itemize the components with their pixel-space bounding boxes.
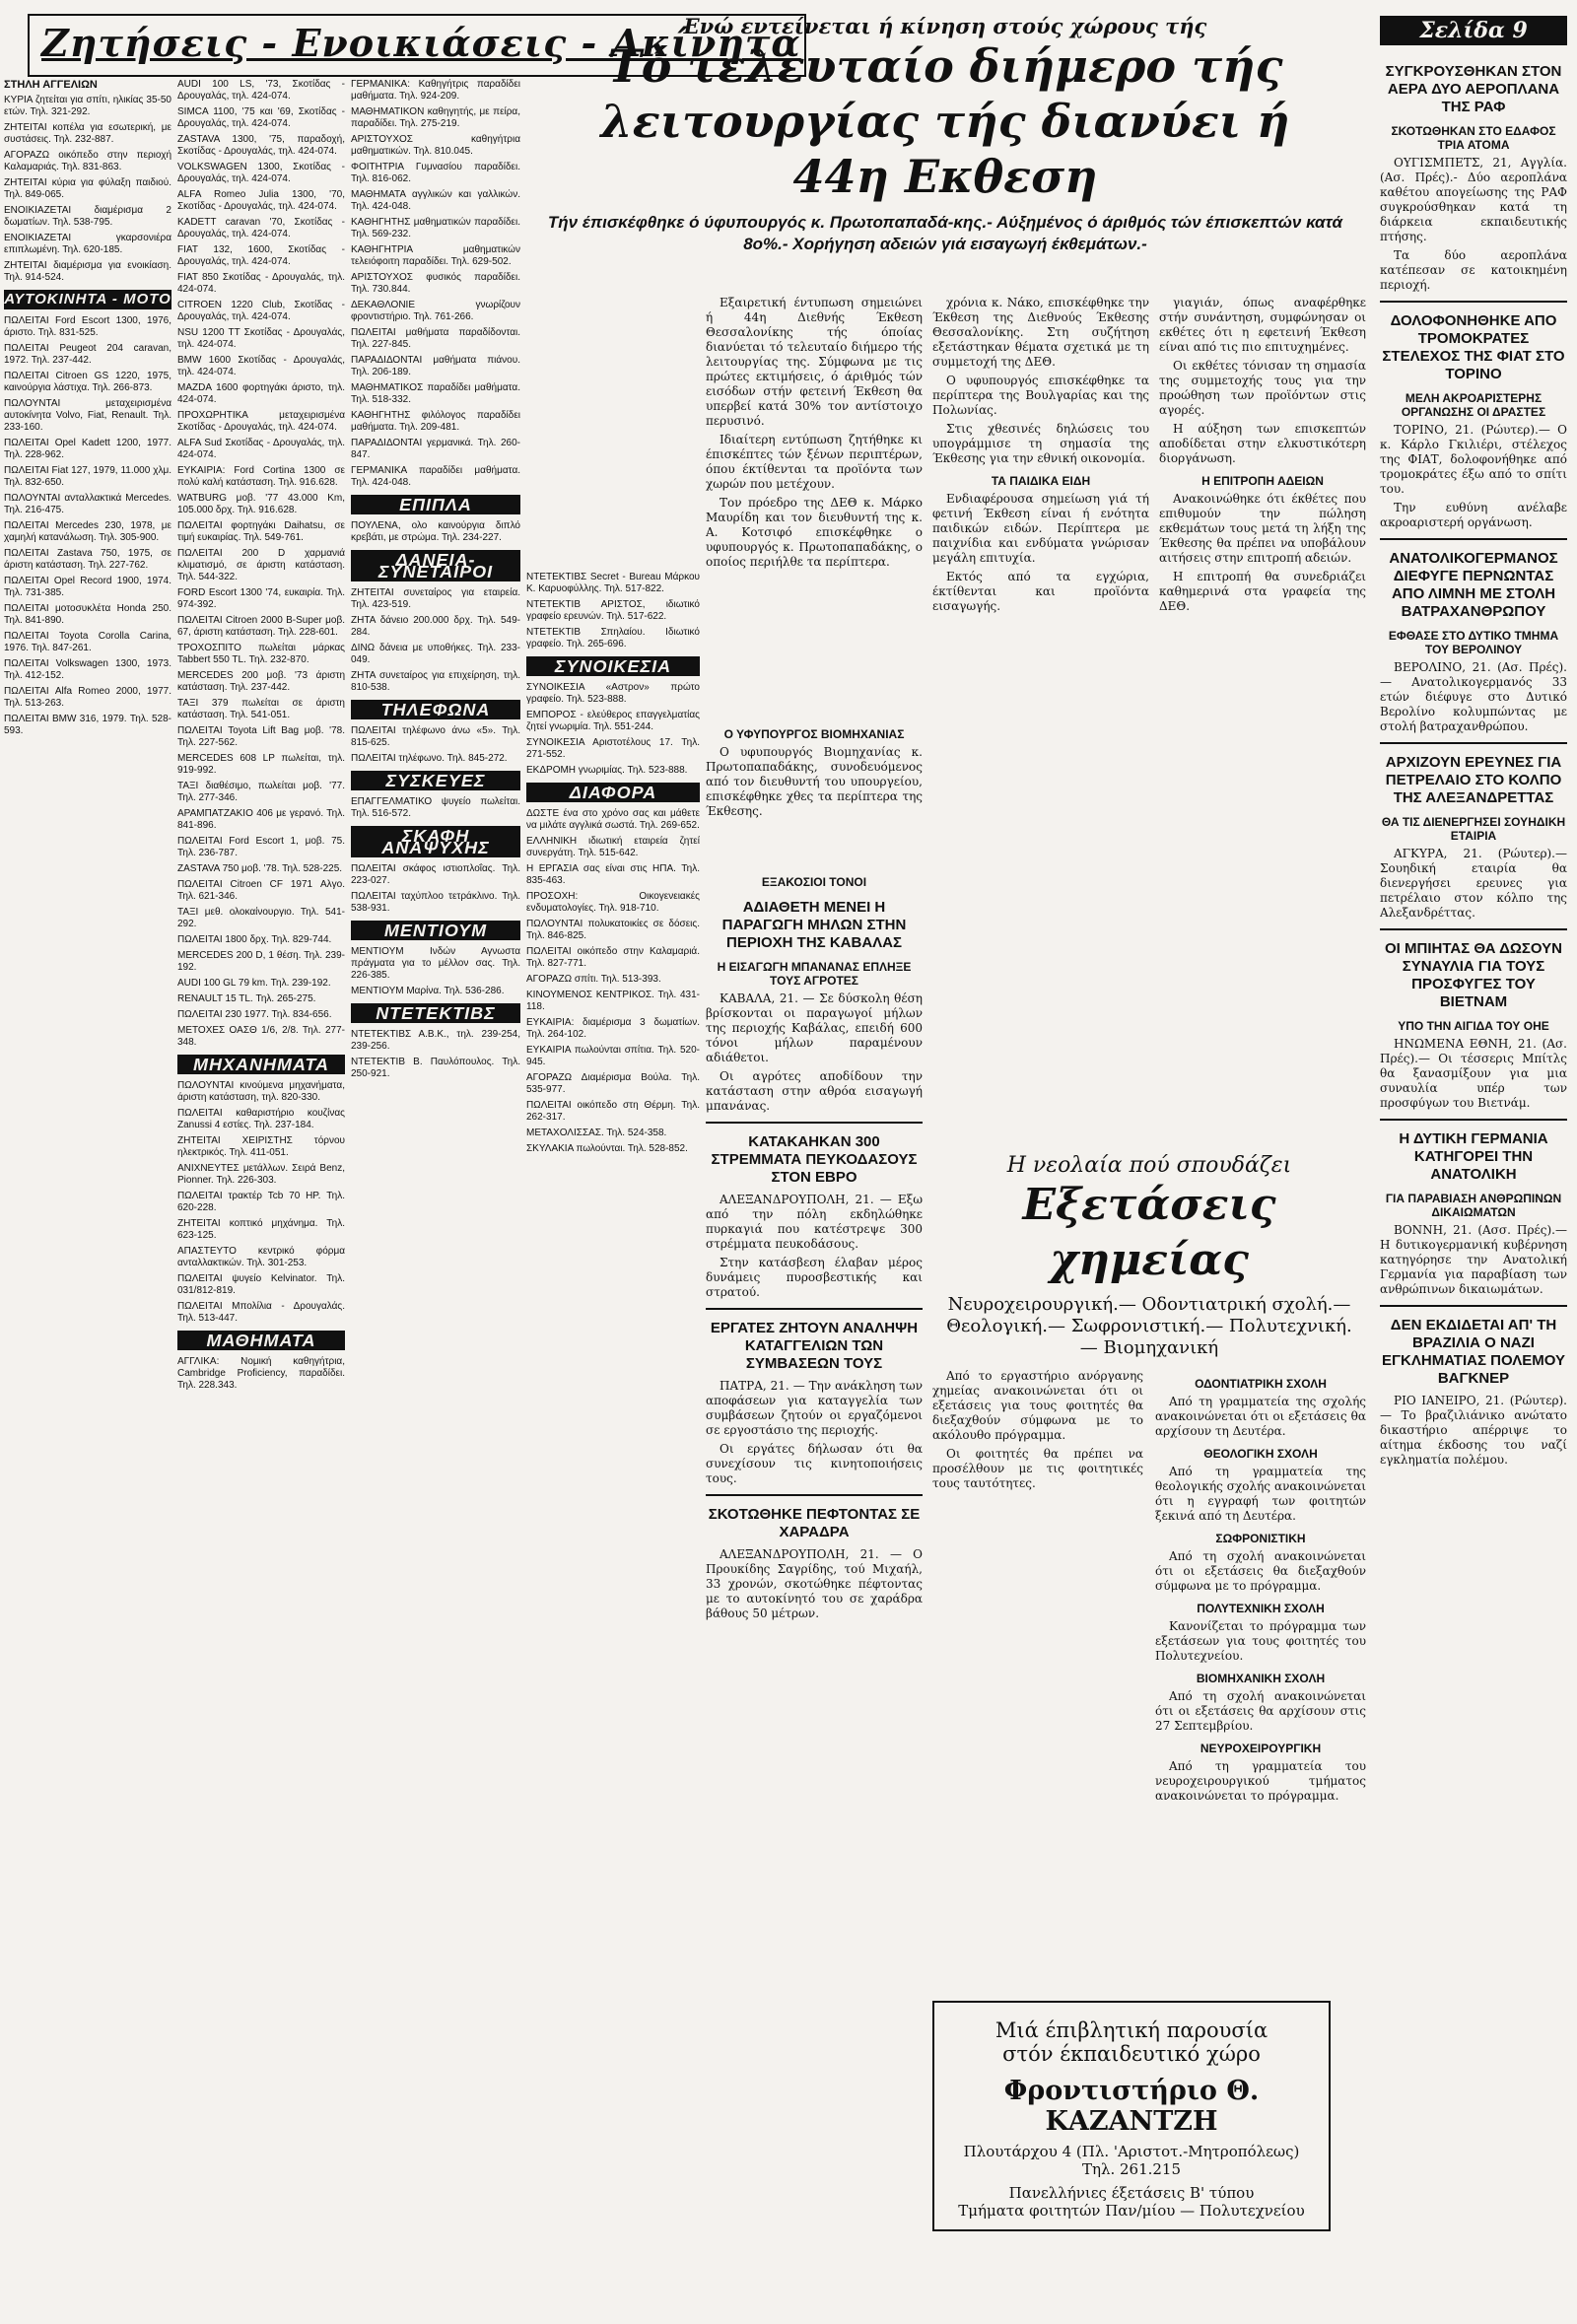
classified-ad: ΠΩΛΕΙΤΑΙ μαθήματα παραδίδονται. Τηλ. 227-845.: [351, 327, 520, 350]
classified-ad: ΠΩΛΕΙΤΑΙ Mercedes 230, 1978, με χαμηλή κατανάλωση. Τηλ. 305-900.: [4, 520, 171, 543]
ad-address: Πλουτάρχου 4 (Πλ. 'Αριστοτ.-Μητροπόλεως): [963, 2143, 1300, 2160]
pelicans-headline: ΚΑΤΑΚΑΗΚΑΝ 300 ΣΤΡΕΜΜΑΤΑ ΠΕΥΚΟΔΑΣΟΥΣ ΣΤΟΝ ΕΒΡΟ: [711, 1133, 918, 1186]
classified-ad: ALFA Sud Σκοτίδας - Δρουγαλάς, τηλ. 424-074.: [177, 438, 345, 460]
classified-ad: ΠΩΛΕΙΤΑΙ Citroen GS 1220, 1975, καινούργια λάστιχα. Τηλ. 266-873.: [4, 371, 171, 393]
classified-ad: ΠΩΛΕΙΤΑΙ ταχύπλοο τετράκλινο. Τηλ. 538-931.: [351, 891, 520, 914]
news-column: [706, 867, 923, 2316]
classified-ad: ΤΑΞΙ μεθ. ολοκαίνουργιο. Τηλ. 541-292.: [177, 907, 345, 929]
classified-ad: ΖΗΤΕΙΤΑΙ διαμέρισμα για ενοικίαση. Τηλ. 914-524.: [4, 260, 171, 283]
article-paragraph: Από τη γραμματεία της σχολής ανακοινώνεται ότι οι εξετάσεις θα αρχίσουν τη Δευτέρα.: [1155, 1395, 1366, 1438]
classified-ad: ΠΑΡΑΔΙΔΟΝΤΑΙ γερμανικά. Τηλ. 260-847.: [351, 438, 520, 460]
article-paragraph: ΑΛΕΞΑΝΔΡΟΥΠΟΛΗ, 21. — Εξω από την πόλη εκδηλώθηκε πυρκαγιά που κατέστρεψε 300 στρέμματα πευκοδάσους.: [706, 1193, 923, 1251]
classified-ad: ΠΩΛΕΙΤΑΙ Toyota Lift Bag μοβ. '78. Τηλ. 227-562.: [177, 725, 345, 748]
exams-headline: Εξετάσεις χημείας: [1022, 1180, 1276, 1285]
article-paragraph: Ανακοινώθηκε ότι έκθέτες που επιθυμούν την πώληση εκθεμάτων τους μετά τη λήξη της Έκθεσης θα πρέπει να υποβάλουν αιτήσεις στην επιτροπή αδειών.: [1159, 492, 1366, 565]
classified-ad: ΠΩΛΕΙΤΑΙ Opel Kadett 1200, 1977. Τηλ. 228-962.: [4, 438, 171, 460]
wagner-headline: ΔΕΝ ΕΚΔΙΔΕΤΑΙ ΑΠ' ΤΗ ΒΡΑΖΙΛΙΑ Ο ΝΑΖΙ ΕΓΚΛΗΜΑΤΙΑΣ ΠΟΛΕΜΟΥ ΒΑΓΚΝΕΡ: [1382, 1317, 1565, 1387]
ad-phone: Τηλ. 261.215: [1081, 2160, 1182, 2178]
classified-ad: ΑΓΟΡΑΖΩ οικόπεδο στην περιοχή Καλαμαριάς. Τηλ. 831-863.: [4, 150, 171, 172]
classified-ad: ΖΗΤΑ δάνειο 200.000 δρχ. Τηλ. 549-284.: [351, 615, 520, 638]
classified-ad: ΠΩΛΕΙΤΑΙ 200 D χαρμανιά κλιματισμό, σε άριστη κατάσταση. Τηλ. 544-322.: [177, 548, 345, 582]
classified-ad: ΤΡΟΧΟΣΠΙΤΟ πωλείται μάρκας Tabbert 550 TL. Τηλ. 232-870.: [177, 643, 345, 665]
vietnam-sub: ΥΠΟ ΤΗΝ ΑΙΓΙΔΑ ΤΟΥ ΟΗΕ: [1398, 1019, 1549, 1033]
classified-ad: ΑΡΑΜΠΑΤΖΑΚΙΟ 406 με γερανό. Τηλ. 841-896.: [177, 808, 345, 831]
section-header: ΜΗΧΑΝΗΜΑΤΑ: [177, 1055, 345, 1074]
classified-ad: ΠΩΛΕΙΤΑΙ Alfa Romeo 2000, 1977. Τηλ. 513-263.: [4, 686, 171, 709]
article-paragraph: Οι αγρότες αποδίδουν την κατάσταση στην αθρόα εισαγωγή μπανάνας.: [706, 1069, 923, 1113]
classified-ad: ΚΙΝΟΥΜΕΝΟΣ ΚΕΝΤΡΙΚΟΣ. Τηλ. 431-118.: [526, 990, 700, 1012]
oil-headline: ΑΡΧΙΖΟΥΝ ΕΡΕΥΝΕΣ ΓΙΑ ΠΕΤΡΕΛΑΙΟ ΣΤΟ ΚΟΛΠΟ ΤΗΣ ΑΛΕΞΑΝΔΡΕΤΤΑΣ: [1385, 754, 1562, 806]
classified-ad: ΦΟΙΤΗΤΡΙΑ Γυμνασίου παραδίδει. Τηλ. 816-062.: [351, 162, 520, 184]
classified-ad: FIAT 850 Σκοτίδας - Δρουγαλάς, τηλ. 424-074.: [177, 272, 345, 295]
main-kicker: Ενώ εντείνεται ή κίνηση στούς χώρους τής: [683, 14, 1207, 38]
classified-ad: NSU 1200 TT Σκοτίδας - Δρουγαλάς, τηλ. 424-074.: [177, 327, 345, 350]
classified-ad: ΖΗΤΕΙΤΑΙ συνεταίρος για εταιρεία. Τηλ. 423-519.: [351, 587, 520, 610]
classified-ad: ΔΙΝΩ δάνεια με υποθήκες. Τηλ. 233-049.: [351, 643, 520, 665]
classified-ad: ANIXNEYTEΣ μετάλλων. Σειρά Benz, Pionner. Τηλ. 226-303.: [177, 1163, 345, 1186]
autos-header: ΑΥΤΟΚΙΝΗΤΑ - ΜΟΤΟ: [4, 291, 171, 308]
exam-section-title: ΟΔΟΝΤΙΑΤΡΙΚΗ ΣΧΟΛΗ: [1195, 1377, 1327, 1391]
ad-line4: Τμήματα φοιτητών Παν/μίου — Πολυτεχνείου: [958, 2202, 1305, 2220]
sub-minister: Ο ΥΦΥΠΟΥΡΓΟΣ ΒΙΟΜΗΧΑΝΙΑΣ: [723, 727, 905, 741]
article-paragraph: ΟΥΓΙΣΜΠΕΤΣ, 21, Αγγλία. (Ασ. Πρές).- Δύο αεροπλάνα καθέτου απογείωσης της ΡΑΦ συγκρούσθηκαν κατά τη διάρκεια εκπαιδευτικής πτήσης.: [1380, 156, 1567, 243]
main-article-header: [526, 8, 1364, 294]
classified-ad: ΠΩΛΕΙΤΑΙ τηλέφωνο. Τηλ. 845-272.: [351, 753, 508, 764]
exam-section-title: ΘΕΟΛΟΓΙΚΗ ΣΧΟΛΗ: [1203, 1447, 1318, 1461]
classified-ad: ΠΩΛΕΙΤΑΙ Citroen 2000 B-Super μοβ. 67, άριστη κατάσταση. Τηλ. 228-601.: [177, 615, 345, 638]
ad-line2: στόν έκπαιδευτικό χώρο: [1002, 2042, 1261, 2066]
classified-ad: ALFA Romeo Julia 1300, '70, Σκοτίδας - Δρουγαλάς, τηλ. 424-074.: [177, 189, 345, 212]
classified-ad: ΝΤΕΤΕΚΤΙΒΣ Secret - Bureau Μάρκου Κ. Καρυοφύλλης. Τηλ. 517-822.: [526, 572, 700, 594]
classified-ad: ΕΜΠΟΡΟΣ - ελεύθερος επαγγελματίας ζητεί γνωριμία. Τηλ. 551-244.: [526, 710, 700, 732]
classified-ad: MERCEDES 608 LP πωλείται, τηλ. 919-992.: [177, 753, 345, 776]
ddr-sub: ΕΦΘΑΣΕ ΣΤΟ ΔΥΤΙΚΟ ΤΜΗΜΑ ΤΟΥ ΒΕΡΟΛΙΝΟΥ: [1388, 629, 1559, 656]
classified-column-4: [526, 572, 700, 2316]
classified-ad: ΣΥΝΟΙΚΕΣΙΑ Αριστοτέλους 17. Τηλ. 271-552.: [526, 737, 700, 760]
classified-ad: ΖΗΤΑ συνεταίρος για επιχείρηση, τηλ. 810-538.: [351, 670, 520, 693]
vietnam-headline: ΟΙ ΜΠΙΗΤΑΣ ΘΑ ΔΩΣΟΥΝ ΣΥΝΑΥΛΙΑ ΓΙΑ ΤΟΥΣ ΠΡΟΣΦΥΓΕΣ ΤΟΥ ΒΙΕΤΝΑΜ: [1385, 940, 1562, 1010]
classified-ad: CITROEN 1220 Club, Σκοτίδας - Δρουγαλάς, τηλ. 424-074.: [177, 300, 345, 322]
tobacco-headline: ΑΔΙΑΘΕΤΗ ΜΕΝΕΙ Η ΠΑΡΑΓΩΓΗ ΜΗΛΩΝ ΣΤΗΝ ΠΕΡΙΟΧΗ ΤΗΣ ΚΑΒΑΛΑΣ: [721, 899, 907, 951]
classified-ad: ΔΩΣΤΕ ένα στο χρόνο σας και μάθετε να μιλάτε αγγλικά σωστά. Τηλ. 269-652.: [526, 808, 700, 831]
classified-ad: KADETT caravan '70, Σκοτίδας - Δρουγαλάς, τηλ. 424-074.: [177, 217, 345, 239]
classified-ad: ΠΩΛΕΙΤΑΙ μοτοσυκλέτα Honda 250. Τηλ. 841-890.: [4, 603, 171, 626]
classified-ad: ΑΓΟΡΑΖΩ σπίτι. Τηλ. 513-393.: [526, 974, 661, 985]
classified-ad: ΝΤΕΤΕΚΤΙΒ Σπηλαίου. Ιδιωτικό γραφείο. Τηλ. 265-696.: [526, 627, 700, 649]
section-header: ΔΙΑΦΟΡΑ: [526, 783, 700, 802]
classified-ad: ΖΗΤΕΙΤΑΙ κοπέλα για εσωτερική, με συστάσεις. Τηλ. 232-887.: [4, 122, 171, 145]
right-news-column: [1380, 53, 1567, 2316]
article-paragraph: ΠΑΤΡΑ, 21. — Την ανάκληση των αποφάσεων για καταγγελία των συμβάσεων ζητούν οι εργαζόμενοι σε εργοστάσιο της περιοχής.: [706, 1379, 923, 1437]
classified-ad: ΠΩΛΕΙΤΑΙ 230 1977. Τηλ. 834-656.: [177, 1009, 332, 1020]
classified-ad: RENAULT 15 TL. Τηλ. 265-275.: [177, 993, 316, 1004]
article-paragraph: ΤΟΡΙΝΟ, 21. (Ρώυτερ).— Ο κ. Κάρλο Γκιλιέρι, στέλεχος της ΦΙΑΤ, δολοφονήθηκε από τρομοκράτες έξω από το σπίτι του.: [1380, 423, 1567, 496]
classified-ad: ΜΕΝΤΙΟΥΜ Μαρίνα. Τηλ. 536-286.: [351, 986, 505, 996]
classified-ad: ΕΥΚΑΙΡΙΑ πωλούνται σπίτια. Τηλ. 520-945.: [526, 1045, 700, 1067]
classified-ad: ΜΕΤΟΧΕΣ ΟΑΣΘ 1/6, 2/8. Τηλ. 277-348.: [177, 1025, 345, 1048]
classified-ad: ΠΩΛΕΙΤΑΙ Citroen CF 1971 Αλγο. Τηλ. 621-346.: [177, 879, 345, 902]
classified-ad: ΚΑΘΗΓΗΤΗΣ φιλόλογος παραδίδει μαθήματα. Τηλ. 209-481.: [351, 410, 520, 433]
exam-section-title: ΒΙΟΜΗΧΑΝΙΚΗ ΣΧΟΛΗ: [1196, 1672, 1326, 1685]
classified-ad: ΝΤΕΤΕΚΤΙΒ ΑΡΙΣΤΟΣ, ιδιωτικό γραφείο ερευνών. Τηλ. 517-622.: [526, 599, 700, 622]
article-paragraph: Την ευθύνη ανέλαβε ακροαριστερή οργάνωση.: [1380, 501, 1567, 529]
classified-ad: FORD Escort 1300 '74, ευκαιρία. Τηλ. 974-392.: [177, 587, 345, 610]
fiat-sub: ΜΕΛΗ ΑΚΡΟΑΡΙΣΤΕΡΗΣ ΟΡΓΑΝΩΣΗΣ ΟΙ ΔΡΑΣΤΕΣ: [1401, 391, 1546, 419]
classified-ad: ΕΠΑΓΓΕΛΜΑΤΙΚΟ ψυγείο πωλείται. Τηλ. 516-572.: [351, 796, 520, 819]
section-header: ΤΗΛΕΦΩΝΑ: [351, 700, 520, 719]
classified-ad: ΠΑΡΑΔΙΔΟΝΤΑΙ μαθήματα πιάνου. Τηλ. 206-189.: [351, 355, 520, 377]
tobacco-kicker: ΕΞΑΚΟΣΙΟΙ ΤΟΝΟΙ: [761, 875, 867, 889]
exams-article: [932, 1153, 1366, 1971]
classified-ad: WATBURG μοβ. '77 43.000 Κm, 105.000 δρχ. Τηλ. 916.628.: [177, 493, 345, 515]
classified-ad: ΕΚΔΡΟΜΗ γνωριμίας. Τηλ. 523-888.: [526, 765, 688, 776]
classified-ad: ΠΩΛΕΙΤΑΙ Ford Escort 1, μοβ. 75. Τηλ. 236-787.: [177, 836, 345, 858]
article-paragraph: ΚΑΒΑΛΑ, 21. — Σε δύσκολη θέση βρίσκονται οι παραγωγοί μήλων της περιοχής Καβάλας, επειδή 600 τόνοι μήλων παραμένουν αδιάθετοι.: [706, 991, 923, 1064]
page-number: Σελίδα 9: [1419, 18, 1528, 43]
page-label: [1380, 16, 1567, 45]
article-paragraph: χρόνια κ. Νάκο, επισκέφθηκε την Έκθεση της Διεθνούς Έκθεσης Θεσσαλονίκης. Στη συζήτηση εξετάστηκαν θέματα σχετικά με τη συμμετοχή της ΔΕΘ.: [932, 296, 1149, 369]
classified-ad: MAZDA 1600 φορτηγάκι άριστο, τηλ. 424-074.: [177, 382, 345, 405]
classified-ad: ΑΓΓΛΙΚΑ: Νομική καθηγήτρια, Cambridge Proficiency, παραδίδει. Τηλ. 228.343.: [177, 1356, 345, 1391]
classified-ad: ΚΑΘΗΓΗΤΗΣ μαθηματικών παραδίδει. Τηλ. 569-232.: [351, 217, 520, 239]
classified-ad: ΓΕΡΜΑΝΙΚΑ: Καθηγήτρις παραδίδει μαθήματα. Τηλ. 924-209.: [351, 79, 520, 102]
classified-column-1: [4, 79, 171, 2316]
raf-headline: ΣΥΓΚΡΟΥΣΘΗΚΑΝ ΣΤΟΝ ΑΕΡΑ ΔΥΟ ΑΕΡΟΠΛΑΝΑ ΤΗΣ ΡΑΦ: [1385, 63, 1562, 115]
sub-paidika: ΤΑ ΠΑΙΔΙΚΑ ΕΙΔΗ: [991, 474, 1091, 488]
article-paragraph: Οι εργάτες δήλωσαν ότι θα συνεχίσουν τις κινητοποιήσεις τους.: [706, 1442, 923, 1485]
classified-ad: ΝΤΕΤΕΚΤΙΒ Β. Παυλόπουλος. Τηλ. 250-921.: [351, 1057, 520, 1079]
section-header: ΔΑΝΕΙΑ-ΣΥΝΕΤΑΙΡΟΙ: [351, 550, 520, 581]
classified-ad: ΠΩΛΟΥΝΤΑΙ πολυκατοικίες σε δόσεις. Τηλ. 846-825.: [526, 919, 700, 941]
article-paragraph: ΒΟΝΝΗ, 21. (Ασσ. Πρές).— Η δυτικογερμανική κυβέρνηση κατηγόρησε την Ανατολική Γερμανία για παραβίαση των ανθρώπινων δικαιωμάτων.: [1380, 1223, 1567, 1296]
classified-ad: ΠΟΥΛΕΝΑ, ολο καινούργια διπλό κρεβάτι, με στρώμα. Τηλ. 234-227.: [351, 520, 520, 543]
classified-ad: ΑΡΙΣΤΟΥΧΟΣ φυσικός παραδίδει. Τηλ. 730.844.: [351, 272, 520, 295]
classified-ad: ΠΩΛΕΙΤΑΙ Μπολίλια - Δρουγαλάς. Τηλ. 513-447.: [177, 1301, 345, 1324]
classified-ad: ΖΗΤΕΙΤΑΙ κύρια για φύλαξη παιδιού. Τηλ. 849-065.: [4, 177, 171, 200]
classified-ad: MERCEDES 200 D, 1 θέση. Τηλ. 239-192.: [177, 950, 345, 973]
classified-column-3: [351, 79, 520, 2316]
classified-ad: ΜΕΝΤΙΟΥΜ Ινδών Αγνωστα πράγματα για το μέλλον σας. Τηλ. 226-385.: [351, 946, 520, 981]
fire-headline: ΣΚΟΤΩΘΗΚΕ ΠΕΦΤΟΝΤΑΣ ΣΕ ΧΑΡΑΔΡΑ: [708, 1506, 921, 1540]
main-subhead: Τήν έπισκέφθηκε ό ύφυπουργός κ. Πρωτοπαπαδά-κης.- Αύξημένος ό άριθμός τών έπισκεπτών κατά 8ο%.- Χορήγηση αδειών γιά εισαγωγή έκθεμάτων.-: [547, 213, 1343, 253]
classified-ad: ΜΑΘΗΜΑΤΑ αγγλικών και γαλλικών. Τηλ. 424-048.: [351, 189, 520, 212]
sidebar-label: ΣΤΗΛΗ ΑΓΓΕΛΙΩΝ: [4, 79, 98, 91]
classified-ad: ΝΤΕΤΕΚΤΙΒΣ Α.Β.Κ., τηλ. 239-254, 239-256.: [351, 1029, 520, 1052]
article-paragraph: Ιδιαίτερη εντύπωση ζητήθηκε κι έπισκέπτες τών ξένων περιπτέρων, όπου έκτίθενται τα προϊόντα των χωρών που μετέχουν.: [706, 433, 923, 491]
article-paragraph: γιαγιάν, όπως αναφέρθηκε στήν συνάντηση, συμφώνησαν οι εκθέτες ότι η εφετεινή Έκθεση είναι από τις πιο επιτυχημένες.: [1159, 296, 1366, 354]
classified-column-2: [177, 79, 345, 2316]
article-paragraph: Οι φοιτητές θα πρέπει να προσέλθουν με τις φοιτητικές τους ταυτότητες.: [932, 1447, 1143, 1490]
classified-ad: Η ΕΡΓΑΣΙΑ σας είναι στις ΗΠΑ. Τηλ. 835-463.: [526, 863, 700, 886]
classified-ad: ΑΓΟΡΑΖΩ Διαμέρισμα Βούλα. Τηλ. 535-977.: [526, 1072, 700, 1095]
classified-ad: ZASTAVA 1300, '75, παραδοχή, Σκοτίδας - Δρουγαλάς, τηλ. 424-074.: [177, 134, 345, 157]
ddr-headline: ΑΝΑΤΟΛΙΚΟΓΕΡΜΑΝΟΣ ΔΙΕΦΥΓΕ ΠΕΡΝΩΝΤΑΣ ΑΠΟ ΛΙΜΝΗ ΜΕ ΣΤΟΛΗ ΒΑΤΡΑΧΑΝΘΡΩΠΟΥ: [1389, 550, 1558, 620]
article-paragraph: Από τη σχολή ανακοινώνεται ότι οι εξετάσεις θα αρχίσουν στις 27 Σεπτεμβρίου.: [1155, 1689, 1366, 1733]
classified-ad: ΠΡΟΣΟΧΗ: Οικογενειακές ενδυματολογίες. Τηλ. 918-710.: [526, 891, 700, 914]
tobacco-sub: Η ΕΙΣΑΓΩΓΗ ΜΠΑΝΑΝΑΣ ΕΠΛΗΞΕ ΤΟΥΣ ΑΓΡΟΤΕΣ: [717, 960, 912, 988]
classified-ad: ΜΕΤΑΧΟΛΙΣΣΑΣ. Τηλ. 524-358.: [526, 1128, 667, 1138]
classified-ad: ΠΩΛΕΙΤΑΙ BMW 316, 1979. Τηλ. 528-593.: [4, 714, 171, 736]
classified-ad: ΠΩΛΕΙΤΑΙ σκάφος ιστιοπλοΐας. Τηλ. 223-027.: [351, 863, 520, 886]
article-paragraph: ΡΙΟ ΙΑΝΕΙΡΟ, 21. (Ρώυτερ).— Το βραζιλιάνικο ανώτατο δικαστήριο απέρριψε το αίτημα έκδοσης του ναζί εγκληματία πολέμου.: [1380, 1394, 1567, 1467]
classified-ad: ΠΩΛΟΥΝΤΑΙ ανταλλακτικά Mercedes. Τηλ. 216-475.: [4, 493, 171, 515]
article-paragraph: Ο υφυπουργός επισκέφθηκε τα περίπτερα της Βουλγαρίας και της Πολωνίας.: [932, 374, 1149, 417]
germany-sub: ΓΙΑ ΠΑΡΑΒΙΑΣΗ ΑΝΘΡΩΠΙΝΩΝ ΔΙΚΑΙΩΜΑΤΩΝ: [1385, 1192, 1562, 1219]
germany-headline: Η ΔΥΤΙΚΗ ΓΕΡΜΑΝΙΑ ΚΑΤΗΓΟΡΕΙ ΤΗΝ ΑΝΑΤΟΛΙΚΗ: [1399, 1130, 1548, 1183]
section-header: ΜΑΘΗΜΑΤΑ: [177, 1331, 345, 1350]
classified-ad: ZASTAVA 750 μοβ. '78. Τηλ. 528-225.: [177, 863, 343, 874]
raf-sub: ΣΚΟΤΩΘΗΚΑΝ ΣΤΟ ΕΔΑΦΟΣ ΤΡΙΑ ΑΤΟΜΑ: [1391, 124, 1556, 152]
ad-name: Φροντιστήριο Θ. ΚΑΖΑΝΤΖΗ: [1003, 2076, 1260, 2137]
classified-ad: ΓΕΡΜΑΝΙΚΑ παραδίδει μαθήματα. Τηλ. 424-048.: [351, 465, 520, 488]
classified-ad: ΖΗΤΕΙΤΑΙ ΧΕΙΡΙΣΤΗΣ τόρνου ηλεκτρικός. Τηλ. 411-051.: [177, 1135, 345, 1158]
classified-ad: ΚΑΘΗΓΗΤΡΙΑ μαθηματικών τελειόφοιτη παραδίδει. Τηλ. 629-502.: [351, 244, 520, 267]
exam-section-title: ΠΟΛΥΤΕΧΝΙΚΗ ΣΧΟΛΗ: [1197, 1602, 1325, 1615]
minister-block: [706, 719, 923, 857]
article-paragraph: Οι εκθέτες τόνισαν τη σημασία της συμμετοχής τους για την προώθηση των προϊόντων στις αγορές.: [1159, 359, 1366, 417]
article-paragraph: Στην κατάσβεση έλαβαν μέρος δυνάμεις πυροσβεστικής και στρατού.: [706, 1256, 923, 1299]
classified-ad: ΚΥΡΙΑ ζητείται για σπίτι, ηλικίας 35-50 ετών. Τηλ. 321-292.: [4, 95, 171, 117]
classified-ad: ΠΡΟΧΩΡΗΤΙΚΑ μεταχειρισμένα Σκοτίδας - Δρουγαλάς, τηλ. 424-074.: [177, 410, 345, 433]
exams-subhead: Νευροχειρουργική.— Οδοντιατρική σχολή.— Θεολογική.— Σωφρονιστική.— Πολυτεχνική.— Βιομηχανική: [946, 1294, 1352, 1358]
tutoring-ad: [932, 2001, 1331, 2231]
classified-ad: ΤΑΞΙ διαθέσιμο, πωλείται μοβ. '77. Τηλ. 277-346.: [177, 781, 345, 803]
exam-section-title: ΝΕΥΡΟΧΕΙΡΟΥΡΓΙΚΗ: [1200, 1742, 1322, 1755]
main-article-body-1: [706, 296, 923, 710]
article-paragraph: ΗΝΩΜΕΝΑ ΕΘΝΗ, 21. (Ασ. Πρές).— Οι τέσσερις Μπίτλς θα ξανασμίξουν για μια συναυλία υπέρ των προσφύγων του Βιετνάμ.: [1380, 1037, 1567, 1110]
classified-ad: FIAT 132, 1600, Σκοτίδας - Δρουγαλάς, τηλ. 424-074.: [177, 244, 345, 267]
classified-ad: MERCEDES 200 μοβ. '73 άριστη κατάσταση. Τηλ. 237-442.: [177, 670, 345, 693]
article-paragraph: Ενδιαφέρουσα σημείωση γιά τή φετινή Έκθεση είναι ή ενότητα παιδικών ειδών. Περίπτερα με παιχνίδια και ενδύματα γνώρισαν μεγάλη επιτυχία.: [932, 492, 1149, 565]
classified-ad: ΣΚΥΛΑΚΙΑ πωλούνται. Τηλ. 528-852.: [526, 1143, 688, 1154]
article-paragraph: Η αύξηση των επισκεπτών αποδίδεται στην ελκυστικότερη διοργάνωση.: [1159, 422, 1366, 465]
article-paragraph: Από το εργαστήριο ανόργανης χημείας ανακοινώνεται ότι οι εξετάσεις για τους φοιτητές θα διεξαχθούν σύμφωνα με το ακόλουθο πρόγραμμα.: [932, 1369, 1143, 1442]
classified-ad: ΠΩΛΕΙΤΑΙ τηλέφωνο άνω «5». Τηλ. 815-625.: [351, 725, 520, 748]
section-header: ΣΥΣΚΕΥΕΣ: [351, 771, 520, 790]
classified-ad: ΑΠΑΣΤΕΥΤΟ κεντρικό φόρμα ανταλλακτικών. Τηλ. 301-253.: [177, 1246, 345, 1268]
fiat-headline: ΔΟΛΟΦΟΝΗΘΗΚΕ ΑΠΟ ΤΡΟΜΟΚΡΑΤΕΣ ΣΤΕΛΕΧΟΣ ΤΗΣ ΦΙΑΤ ΣΤΟ ΤΟΡΙΝΟ: [1382, 312, 1565, 382]
sub-epitropi: Η ΕΠΙΤΡΟΠΗ ΑΔΕΙΩΝ: [1201, 474, 1324, 488]
classified-ad: ΖΗΤΕΙΤΑΙ κοπτικό μηχάνημα. Τηλ. 623-125.: [177, 1218, 345, 1241]
section-header: ΣΚΑΦΗ ΑΝΑΨΥΧΗΣ: [351, 826, 520, 857]
classified-ad: ΠΩΛΕΙΤΑΙ καθαριστήριο κουζίνας Zanussi 4 εστίες. Τηλ. 237-184.: [177, 1108, 345, 1130]
classified-ad: ΠΩΛΕΙΤΑΙ οικόπεδο στην Καλαμαριά. Τηλ. 827-771.: [526, 946, 700, 969]
classified-ad: ΕΥΚΑΙΡΙΑ: Ford Cortina 1300 σε πολύ καλή κατάσταση. Τηλ. 916.628.: [177, 465, 345, 488]
classified-ad: ΠΩΛΕΙΤΑΙ φορτηγάκι Daihatsu, σε τιμή ευκαιρίας. Τηλ. 549-761.: [177, 520, 345, 543]
classified-ad: ΣΥΝΟΙΚΕΣΙΑ «Αστρον» πρώτο γραφείο. Τηλ. 523-888.: [526, 682, 700, 705]
classified-ad: ΜΑΘΗΜΑΤΙΚΟΣ παραδίδει μαθήματα. Τηλ. 518-332.: [351, 382, 520, 405]
classified-ad: ΠΩΛΕΙΤΑΙ Ford Escort 1300, 1976, άριστο. Τηλ. 831-525.: [4, 315, 171, 338]
classified-ad: ΠΩΛΕΙΤΑΙ ψυγείο Kelvinator. Τηλ. 031/812-819.: [177, 1273, 345, 1296]
exam-section-title: ΣΩΦΡΟΝΙΣΤΙΚΗ: [1215, 1532, 1306, 1545]
article-paragraph: Τον πρόεδρο της ΔΕΘ κ. Μάρκο Μαυρίδη και τον διευθυντή της κ. Α. Κοτσιφό επισκέφθηκε ο υφυπουργός κ. Πρωτοπαπαδάκης, ο οποίος περιήλθε τα περίπτερα.: [706, 496, 923, 569]
classified-ad: AUDI 100 GL 79 km. Τηλ. 239-192.: [177, 978, 331, 989]
classified-ad: ΠΩΛΕΙΤΑΙ Opel Record 1900, 1974. Τηλ. 731-385.: [4, 576, 171, 598]
article-paragraph: Κανονίζεται το πρόγραμμα των εξετάσεων για τους φοιτητές του Πολυτεχνείου.: [1155, 1619, 1366, 1663]
classified-ad: ΕΝΟΙΚΙΑΖΕΤΑΙ γκαρσονιέρα επιπλωμένη. Τηλ. 620-185.: [4, 233, 171, 255]
classified-ad: ΤΑΞΙ 379 πωλείται σε άριστη κατάσταση. Τηλ. 541-051.: [177, 698, 345, 720]
classified-ad: ΠΩΛΕΙΤΑΙ Volkswagen 1300, 1973. Τηλ. 412-152.: [4, 658, 171, 681]
section-header: ΝΤΕΤΕΚΤΙΒΣ: [351, 1003, 520, 1023]
classified-ad: ΠΩΛΟΥΝΤΑΙ μεταχειρισμένα αυτοκίνητα Volvo, Fiat, Renault. Τηλ. 233-160.: [4, 398, 171, 433]
article-paragraph: Από τη γραμματεία της θεολογικής σχολής ανακοινώνεται ότι η εγγραφή των φοιτητών ξεκινά από τη Δευτέρα.: [1155, 1465, 1366, 1523]
classified-ad: ΕΥΚΑΙΡΙΑ: διαμέρισμα 3 δωματίων. Τηλ. 264-102.: [526, 1017, 700, 1040]
classified-ad: ΑΡΙΣΤΟΥΧΟΣ καθηγήτρια μαθηματικών. Τηλ. 810.045.: [351, 134, 520, 157]
section-header: ΜΕΝΤΙΟΥΜ: [351, 921, 520, 940]
classified-ad: ΠΩΛΕΙΤΑΙ 1800 δρχ. Τηλ. 829-744.: [177, 934, 332, 945]
ad-line3: Πανελλήνιες έξετάσεις Β' τύπου: [1008, 2184, 1255, 2202]
main-headline: Τό τελευταίο διήμερο τής λειτουργίας τής διανύει ή 44η Εκθεση: [600, 39, 1290, 203]
article-paragraph: ΑΓΚΥΡΑ, 21. (Ρώυτερ).— Σουηδική εταιρία θα διενεργήσει ερευνες για πετρέλαιο στον κόλπο της Αλεξανδρέττας.: [1380, 847, 1567, 920]
article-paragraph: ΒΕΡΟΛΙΝΟ, 21. (Ασ. Πρές).— Ανατολικογερμανός 33 ετών διέφυγε στο Δυτικό Βερολίνο κολυμπώντας με στολή βατραχανθρώπου.: [1380, 660, 1567, 733]
classified-ad: ΠΩΛΕΙΤΑΙ Zastava 750, 1975, σε άριστη κατάσταση. Τηλ. 227-762.: [4, 548, 171, 571]
classified-ad: ΠΩΛΟΥΝΤΑΙ κινούμενα μηχανήματα, άριστη κατάσταση, τηλ. 820-330.: [177, 1080, 345, 1103]
ad-line1: Μιά έπιβλητική παρουσία: [994, 2018, 1268, 2042]
exams-kicker: Η νεολαία πού σπουδάζει: [1006, 1153, 1292, 1178]
classified-ad: ΠΩΛΕΙΤΑΙ Fiat 127, 1979, 11.000 χλμ. Τηλ. 832-650.: [4, 465, 171, 488]
classified-ad: ΠΩΛΕΙΤΑΙ οικόπεδο στη Θέρμη. Τηλ. 262-317.: [526, 1100, 700, 1123]
workers-headline: ΕΡΓΑΤΕΣ ΖΗΤΟΥΝ ΑΝΑΛΗΨΗ ΚΑΤΑΓΓΕΛΙΩΝ ΤΩΝ ΣΥΜΒΑΣΕΩΝ ΤΟΥΣ: [710, 1320, 919, 1372]
article-paragraph: Ο υφυπουργός Βιομηχανίας κ. Πρωτοπαπαδάκης, συνοδευόμενος από τον διευθυντή του υπουργείου, επισκέφθηκε χθες τα περίπτερα της Έκθεσης.: [706, 745, 923, 818]
section-header: ΣΥΝΟΙΚΕΣΙΑ: [526, 656, 700, 676]
classified-ad: BMW 1600 Σκοτίδας - Δρουγαλάς, τηλ. 424-074.: [177, 355, 345, 377]
article-paragraph: ΑΛΕΞΑΝΔΡΟΥΠΟΛΗ, 21. — Ο Προυκίδης Σαγρίδης, τού Μιχαήλ, 33 χρονών, σκοτώθηκε πέφτοντας με το αυτοκίνητό του σε χαράδρα βάθους 50 μέτρων.: [706, 1547, 923, 1620]
classified-ad: SIMCA 1100, '75 και '69, Σκοτίδας - Δρουγαλάς, τηλ. 424-074.: [177, 106, 345, 129]
article-paragraph: Η επιτροπή θα συνεδριάζει καθημερινά στα γραφεία της ΔΕΘ.: [1159, 570, 1366, 613]
classified-ad: ΠΩΛΕΙΤΑΙ Toyota Corolla Carina, 1976. Τηλ. 847-261.: [4, 631, 171, 653]
banner-title: Ζητήσεις - Ενοικιάσεις - Ακίνητα: [41, 21, 801, 65]
classified-ad: ΠΩΛΕΙΤΑΙ Peugeot 204 caravan, 1972. Τηλ. 237-442.: [4, 343, 171, 366]
classified-ad: ΕΛΛΗΝΙΚΗ ιδιωτική εταιρεία ζητεί συνεργάτη. Τηλ. 515-642.: [526, 836, 700, 858]
section-header: ΕΠΙΠΛΑ: [351, 495, 520, 514]
oil-sub: ΘΑ ΤΙΣ ΔΙΕΝΕΡΓΗΣΕΙ ΣΟΥΗΔΙΚΗ ΕΤΑΙΡΙΑ: [1381, 815, 1566, 843]
main-article-body-2: [932, 296, 1149, 710]
article-paragraph: Από τη γραμματεία του νευροχειρουργικού τμήματος ανακοινώνεται το πρόγραμμα.: [1155, 1759, 1366, 1803]
classified-ad: ΠΩΛΕΙΤΑΙ τρακτέρ Tcb 70 HP. Τηλ. 620-228.: [177, 1191, 345, 1213]
article-paragraph: Εξαιρετική έντυπωση σημειώνει ή 44η Διεθνής Έκθεση Θεσσαλονίκης τής όποίας διανύεται τό τελευταίο διήμερο τής λειτουργίας της. Σύμφωνα με τις πρώτες εκτιμήσεις, ό άριθμός τών εισόδων στήν φετεινή Έκθεση θα υπερβεί κατά 30% τον αντίστοιχο περυσινό.: [706, 296, 923, 428]
classified-ad: VOLKSWAGEN 1300, Σκοτίδας - Δρουγαλάς, τηλ. 424-074.: [177, 162, 345, 184]
classified-ad: AUDI 100 LS, '73, Σκοτίδας - Δρουγαλάς, τηλ. 424-074.: [177, 79, 345, 102]
article-paragraph: Από τη σχολή ανακοινώνεται ότι οι εξετάσεις θα διεξαχθούν σύμφωνα με το πρόγραμμα.: [1155, 1549, 1366, 1593]
main-article-body-3: [1159, 296, 1366, 710]
article-paragraph: Στις χθεσινές δηλώσεις του υπογράμμισε τη σημασία της Έκθεσης για την εθνική οικονομία.: [932, 422, 1149, 465]
classified-ad: ΕΝΟΙΚΙΑΖΕΤΑΙ διαμέρισμα 2 δωματίων. Τηλ. 538-795.: [4, 205, 171, 228]
article-paragraph: Εκτός από τα εγχώρια, έκτίθενται και προϊόντα εισαγωγής.: [932, 570, 1149, 613]
classified-ad: ΜΑΘΗΜΑΤΙΚΟΝ καθηγητής, με πείρα, παραδίδει. Τηλ. 275-219.: [351, 106, 520, 129]
classified-ad: ΔΕΚΑΘΛΟΝΙΕ γνωρίζουν φροντιστήριο. Τηλ. 761-266.: [351, 300, 520, 322]
article-paragraph: Τα δύο αεροπλάνα κατέπεσαν σε κατοικημένη περιοχή.: [1380, 248, 1567, 292]
